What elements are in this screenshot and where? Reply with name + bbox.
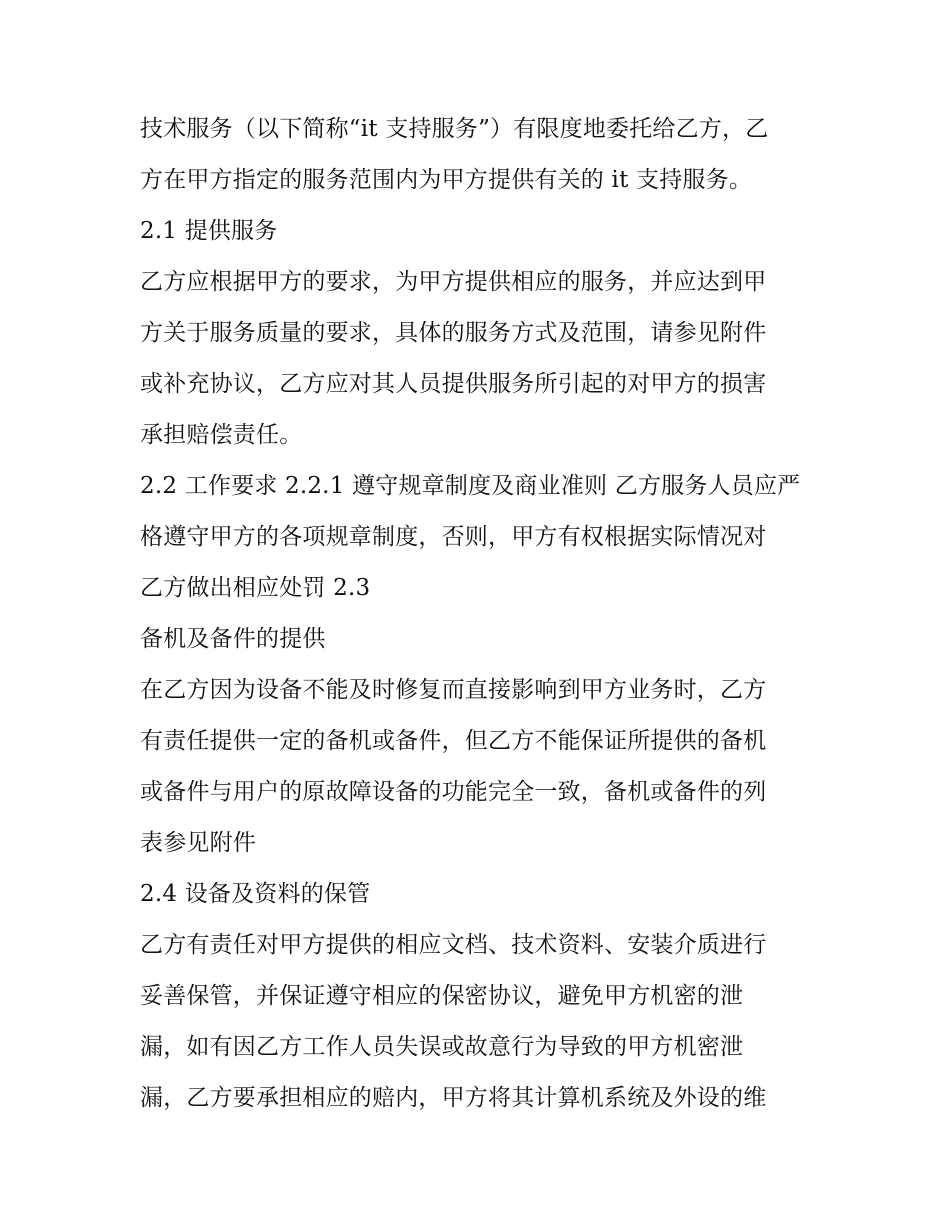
section-heading-2-3: 备机及备件的提供 (140, 626, 326, 652)
text-line: 技术服务（以下简称“it 支持服务”）有限度地委托给乙方，乙 (140, 116, 769, 142)
text-line: 或备件与用户的原故障设备的功能完全一致，备机或备件的列 (140, 779, 767, 805)
text-line: 乙方做出相应处罚 2.3 (140, 575, 371, 601)
text-line: 乙方应根据甲方的要求，为甲方提供相应的服务，并应达到甲 (140, 269, 767, 295)
text-line: 有责任提供一定的备机或备件，但乙方不能保证所提供的备机 (140, 728, 767, 754)
document-body (140, 104, 820, 1124)
text-line: 表参见附件 (140, 830, 256, 856)
text-line: 漏，如有因乙方工作人员失误或故意行为导致的甲方机密泄 (140, 1034, 744, 1060)
section-heading-2-1: 2.1 提供服务 (140, 218, 278, 244)
text-line: 方在甲方指定的服务范围内为甲方提供有关的 it 支持服务。 (140, 167, 753, 193)
text-line: 乙方有责任对甲方提供的相应文档、技术资料、安装介质进行 (140, 932, 767, 958)
text-line: 妥善保管，并保证遵守相应的保密协议，避免甲方机密的泄 (140, 983, 744, 1009)
text-line: 漏，乙方要承担相应的赔内，甲方将其计算机系统及外设的维 (140, 1085, 767, 1111)
section-heading-2-2: 2.2 工作要求 2.2.1 遵守规章制度及商业准则 乙方服务人员应严 (140, 473, 801, 499)
text-line: 在乙方因为设备不能及时修复而直接影响到甲方业务时，乙方 (140, 677, 767, 703)
text-line: 方关于服务质量的要求，具体的服务方式及范围，请参见附件 (140, 320, 767, 346)
text-line: 或补充协议，乙方应对其人员提供服务所引起的对甲方的损害 (140, 371, 767, 397)
section-heading-2-4: 2.4 设备及资料的保管 (140, 881, 371, 907)
text-line: 承担赔偿责任。 (140, 422, 303, 448)
text-line: 格遵守甲方的各项规章制度，否则，甲方有权根据实际情况对 (140, 524, 767, 550)
